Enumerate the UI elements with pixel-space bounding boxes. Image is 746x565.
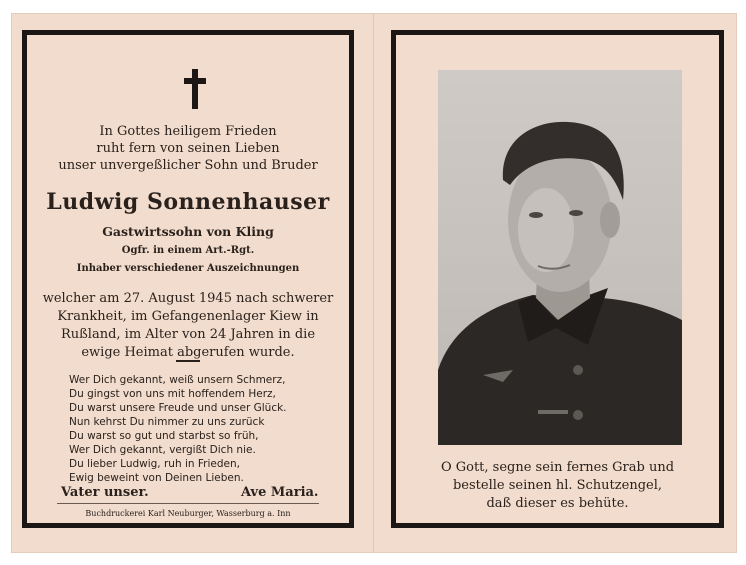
intro-text: [27, 123, 349, 174]
right-panel: [391, 30, 724, 528]
poem-line: Du warst unsere Freude und unser Glück.: [69, 402, 287, 414]
death-line: Rußland, im Alter von 24 Jahren in die: [60, 327, 316, 342]
caption-line: daß dieser es behüte.: [486, 496, 629, 511]
divider: [57, 503, 319, 504]
poem-line: Nun kehrst Du nimmer zu uns zurück: [69, 416, 265, 428]
intro-line: ruht fern von seinen Lieben: [96, 141, 280, 156]
soldier-portrait: [438, 70, 682, 445]
prayer-right: Ave Maria.: [241, 485, 319, 500]
printer-credit: Buchdruckerei Karl Neuburger, Wasserburg a. Inn: [85, 509, 291, 518]
left-panel: [22, 30, 354, 528]
death-line: welcher am 27. August 1945 nach schwerer: [42, 291, 334, 306]
poem-line: Du lieber Ludwig, ruh in Frieden,: [69, 458, 240, 470]
death-line: ewige Heimat abgerufen wurde.: [81, 345, 295, 360]
poem-line: Wer Dich gekannt, vergißt Dich nie.: [69, 444, 256, 456]
prayer-left: Vater unser.: [61, 485, 149, 500]
poem-line: Du gingst von uns mit hoffendem Herz,: [69, 388, 276, 400]
subtitle: Gastwirtssohn von Kling: [102, 224, 274, 239]
caption-line: bestelle seinen hl. Schutzengel,: [452, 478, 662, 493]
death-text: [27, 290, 349, 362]
rank-text: Ogfr. in einem Art.-Rgt.: [121, 245, 255, 256]
intro-line: In Gottes heiligem Frieden: [99, 124, 277, 139]
deceased-name: Ludwig Sonnenhauser: [46, 189, 330, 215]
caption-line: O Gott, segne sein fernes Grab und: [440, 460, 675, 475]
separator: [176, 360, 200, 362]
portrait-photo: [438, 70, 682, 445]
poem-line: Wer Dich gekannt, weiß unsern Schmerz,: [69, 374, 286, 386]
card-fold: [373, 14, 374, 552]
death-line: Krankheit, im Gefangenenlager Kiew in: [57, 309, 319, 324]
poem-line: Ewig beweint von Deinen Lieben.: [69, 472, 244, 484]
poem-line: Du warst so gut und starbst so früh,: [69, 430, 259, 442]
intro-line: unser unvergeßlicher Sohn und Bruder: [58, 158, 318, 173]
caption-text: [396, 459, 719, 513]
decorations-text: Inhaber verschiedener Auszeichnungen: [76, 263, 300, 274]
poem: [69, 373, 287, 485]
cross-icon: [184, 69, 206, 109]
